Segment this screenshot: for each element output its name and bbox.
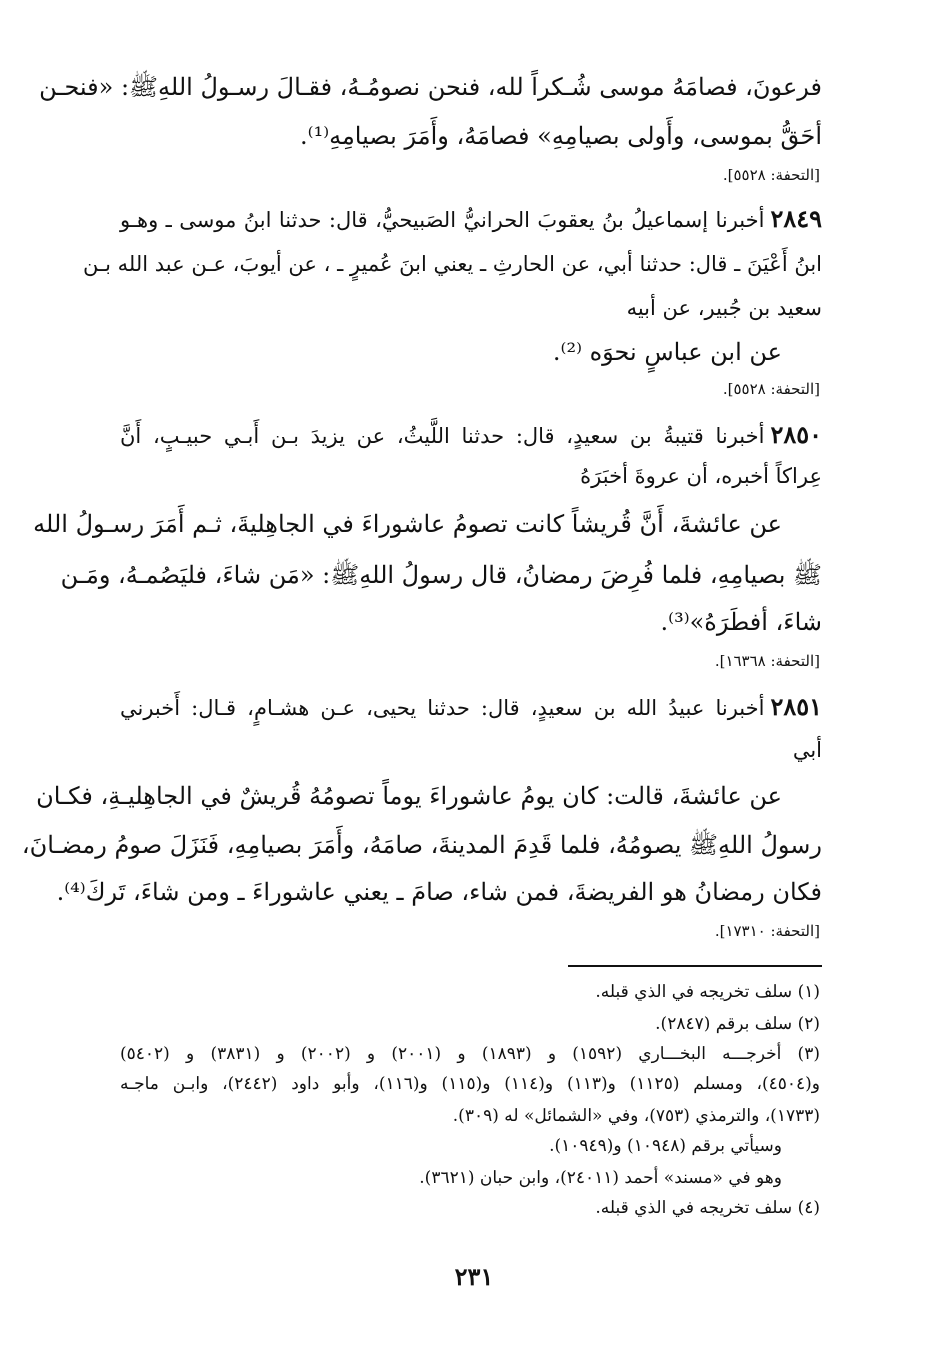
hadith-2850-line-4: ﷺ بصيامِهِ، فلما فُرِضَ رمضانُ، قال رسولُ اللهِﷺ: «مَن شاءَ، فليَصُمـهُ، ومَـن <box>60 561 822 589</box>
footnote-3-line-4: وسيأتي برقم (١٠٩٤٨) و(١٠٩٤٩). <box>549 1136 782 1156</box>
tuhfa-reference: [التحفة: ٥٥٢٨]. <box>722 166 820 184</box>
hadith-2851-line-1 <box>120 692 822 721</box>
hadith-text: أخبرنا إسماعيلُ بنُ يعقوبَ الحرانيُّ الصَبيحيُّ، قال: حدثنا ابنُ موسى ـ وهـو <box>120 208 765 232</box>
intro-line-2: أحَقُّ بموسى، وأَولى بصيامِهِ» فصامَهُ، وأَمَرَ بصيامِهِ⁽¹⁾. <box>300 122 822 150</box>
footnote-4: (٤) سلف تخريجه في الذي قبله. <box>595 1198 820 1218</box>
hadith-2850-line-3: عن عائشةَ، أَنَّ قُريشاً كانت تصومُ عاشوراءَ في الجاهِليةَ، ثـم أَمَرَ رسـولُ الله <box>33 510 782 538</box>
tuhfa-reference: [التحفة: ١٧٣١٠]. <box>714 922 820 940</box>
tuhfa-reference: [التحفة: ٥٥٢٨]. <box>722 380 820 398</box>
hadith-2849-line-4: عن ابن عباسٍ نحوَه ⁽²⁾. <box>552 338 782 366</box>
footnote-2: (٢) سلف برقم (٢٨٤٧). <box>655 1014 820 1034</box>
intro-line-1: فرعونَ، فصامَهُ موسى شُـكراً لله، فنحن نصومُـهُ، فقـالَ رسـولُ اللهِﷺ: «فنحـن <box>39 73 822 101</box>
hadith-text: أخبرنا قتيبةُ بن سعيدٍ، قال: حدثنا اللَّيثُ، عن يزيدَ بـن أَبـي حبيـبٍ، أَنَّ <box>120 424 765 448</box>
hadith-2851-line-5: فكان رمضانُ هو الفريضةَ، فمن شاء، صامَ ـ يعني عاشوراءَ ـ ومن شاءَ، تَركَ⁽⁴⁾. <box>56 878 822 906</box>
hadith-number: ٢٨٥٠ <box>770 420 822 449</box>
page-number: ٢٣١ <box>454 1262 494 1291</box>
hadith-2849-line-2: ابنُ أَعْيَنَ ـ قال: حدثنا أبي، عن الحارثِ ـ يعني ابنَ عُميرٍ ـ ، عن أيوبَ، عـن عبد الله بـن <box>83 252 822 276</box>
hadith-2850-line-2: عِراكاً أخبره، أن عروةَ أخبَرَهُ <box>580 464 822 488</box>
hadith-2849-line-3: سعيد بن جُبير، عن أبيه <box>626 296 822 320</box>
hadith-number: ٢٨٥١ <box>770 692 822 721</box>
hadith-2851-line-2: أبي <box>792 738 822 762</box>
hadith-2849-line-1 <box>120 204 822 233</box>
footnote-1: (١) سلف تخريجه في الذي قبله. <box>595 982 820 1002</box>
hadith-2851-line-4: رسولُ اللهِﷺ يصومُهُ، فلما قَدِمَ المدينةَ، صامَهُ، وأَمَرَ بصيامِهِ، فَنَزَلَ صومُ رمضـانَ، <box>21 831 822 859</box>
footnote-3-line-5: وهو في «مسند» أحمد (٢٤٠١١)، وابن حبان (٣٦٢١). <box>419 1168 782 1188</box>
footnote-divider <box>568 965 822 967</box>
hadith-number: ٢٨٤٩ <box>770 204 822 233</box>
tuhfa-reference: [التحفة: ١٦٣٦٨]. <box>714 652 820 670</box>
hadith-2851-line-3: عن عائشةَ، قالت: كان يومُ عاشوراءَ يوماً تصومُهُ قُريشٌ في الجاهِليـةِ، فكـان <box>36 782 782 810</box>
footnote-3-line-1: (٣) أخرجـــه البخـــاري (١٥٩٢) و (١٨٩٣) و (٢٠٠١) و (٢٠٠٢) و (٣٨٣١) و (٥٤٠٢) <box>120 1044 820 1064</box>
footnote-3-line-2: و(٤٥٠٤)، ومسلم (١١٢٥) و(١١٣) و(١١٤) و(١١٥) و(١١٦)، وأبو داود (٢٤٤٢)، وابـن ماجـه <box>120 1074 821 1094</box>
hadith-2850-line-5: شاءَ، أفطَرَهُ»⁽³⁾. <box>660 608 822 636</box>
footnote-3-line-3: (١٧٣٣)، والترمذي (٧٥٣)، وفي «الشمائل» له (٣٠٩). <box>452 1106 820 1126</box>
hadith-text: أخبرنا عبيدُ الله بن سعيدٍ، قال: حدثنا يحيى، عـن هشـامٍ، قـال: أَخبرني <box>120 696 765 720</box>
hadith-2850-line-1 <box>120 420 822 449</box>
